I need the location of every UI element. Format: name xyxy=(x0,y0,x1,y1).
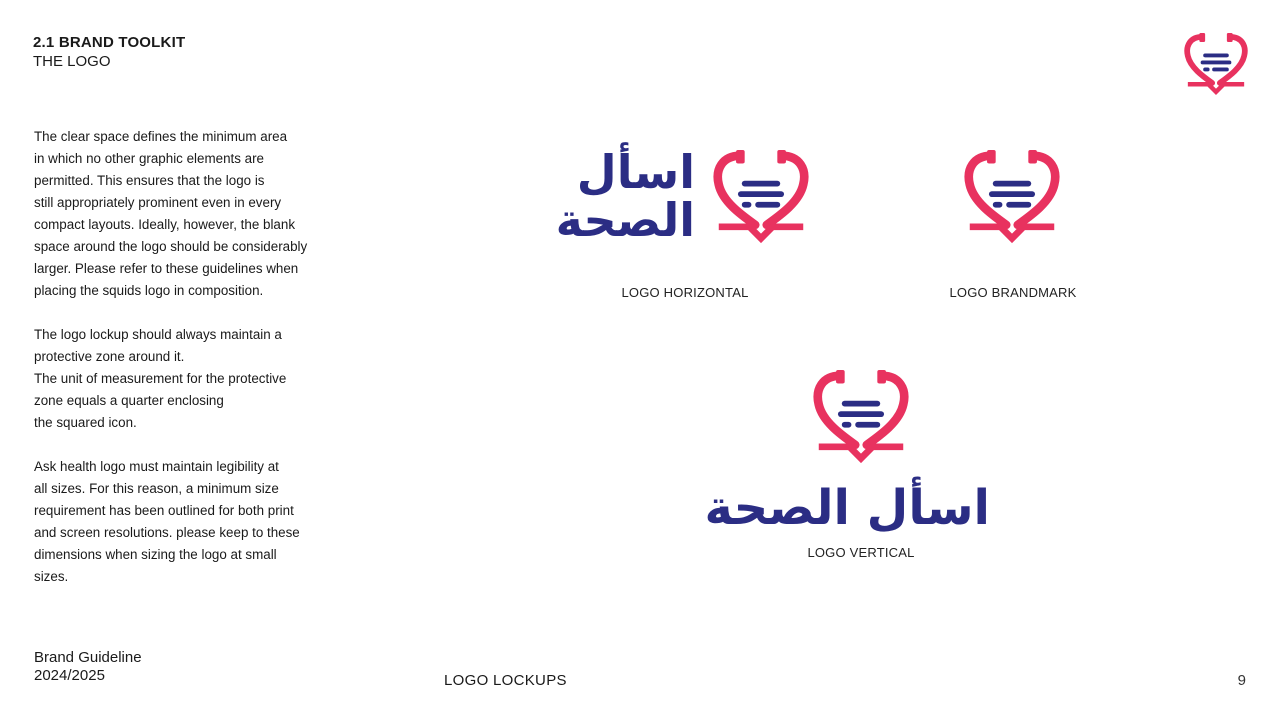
footer-doc-year: 2024/2025 xyxy=(34,667,105,684)
section-subtitle: THE LOGO xyxy=(33,53,111,70)
wordmark-line-2: الصحة xyxy=(555,193,695,247)
brandmark-caption: LOGO BRANDMARK xyxy=(949,285,1077,300)
logo-horizontal xyxy=(555,146,815,250)
footer-doc-title: Brand Guideline xyxy=(34,649,142,666)
heart-stethoscope-icon xyxy=(713,148,809,248)
logo-vertical-mark xyxy=(813,368,909,468)
protective-zone-paragraph: The logo lockup should always maintain a protective zone around it. The unit of measurement for the protective zone equals a quarter enclosing the squared icon. xyxy=(34,327,287,430)
horizontal-caption: LOGO HORIZONTAL xyxy=(621,285,749,300)
logo-vertical-wordmark: اسأل الصحة xyxy=(704,480,990,536)
section-title: 2.1 BRAND TOOLKIT xyxy=(33,34,186,51)
footer-doc-info xyxy=(34,649,142,685)
legibility-paragraph: Ask health logo must maintain legibility at all sizes. For this reason, a minimum size requirement has been outlined for both print and screen resolutions. please keep to these dimensions when sizing the logo at small sizes. xyxy=(34,459,300,584)
logo-brandmark xyxy=(964,148,1060,248)
corner-brandmark-icon xyxy=(1184,32,1248,98)
page-number: 9 xyxy=(1237,672,1246,689)
footer-section-label: LOGO LOCKUPS xyxy=(444,672,567,689)
clear-space-paragraph: The clear space defines the minimum area in which no other graphic elements are permitted. This ensures that the logo is still appropriately prominent even in every compact layouts. Ideally, however, the blank space around the logo should be considerably larger. Please refer to these guidelines when placing the squids logo in composition. xyxy=(34,129,308,298)
vertical-caption: LOGO VERTICAL xyxy=(807,545,915,560)
wordmark-line-1: اسأل xyxy=(576,145,695,199)
